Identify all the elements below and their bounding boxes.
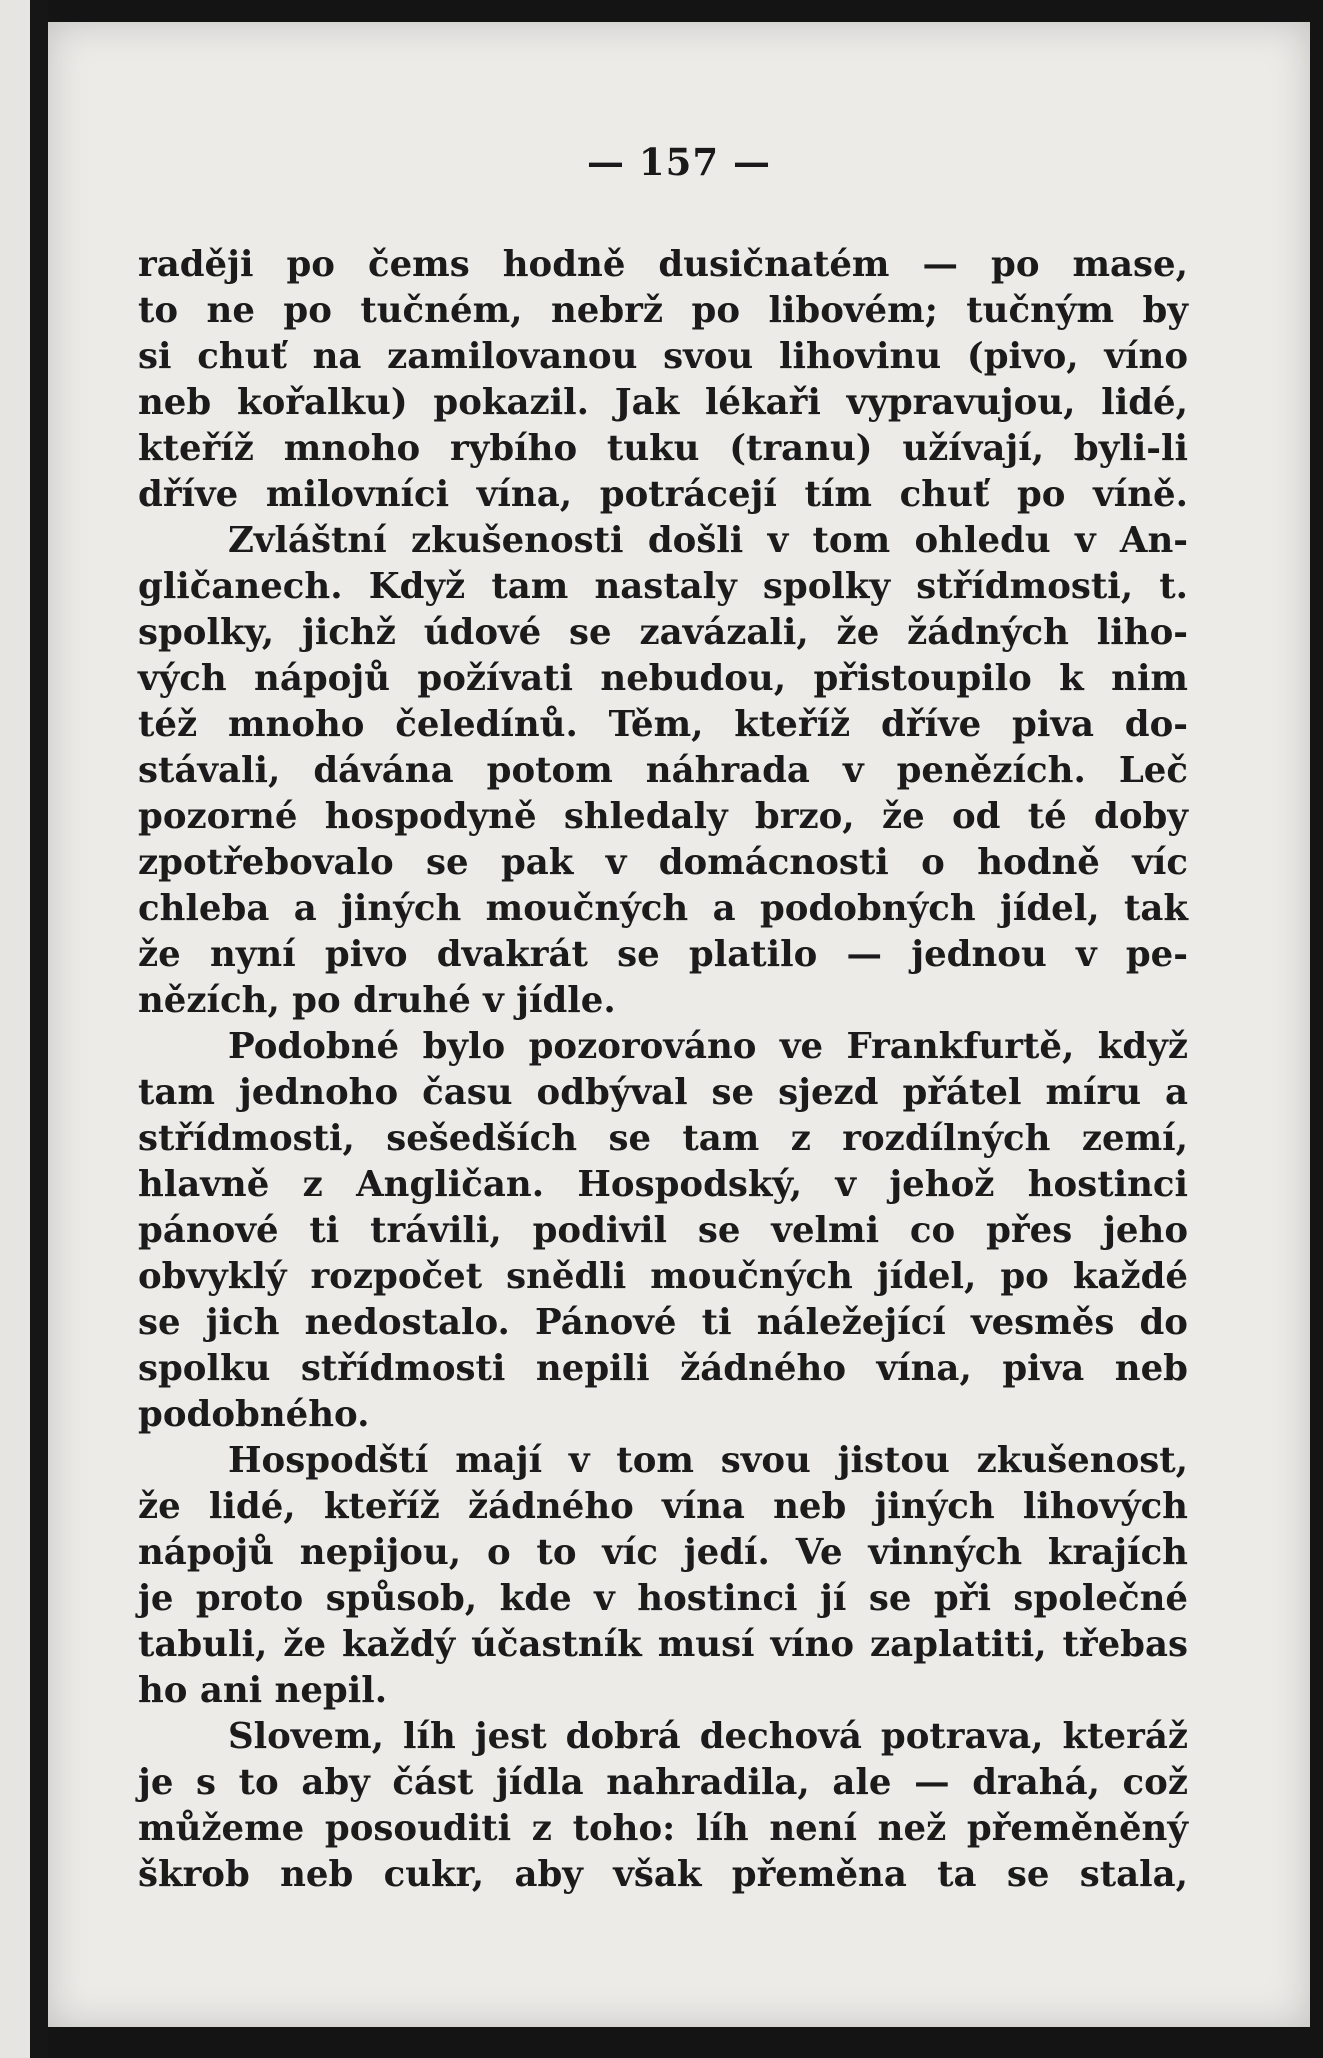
text-line: pánové ti trávili, podivil se velmi co přes jeho [138, 1210, 1188, 1251]
text-line: spolku střídmosti nepili žádného vína, piva neb [138, 1348, 1188, 1389]
text-line: Zvláštní zkušenosti došli v tom ohledu v An- [228, 520, 1188, 561]
text-line: chleba a jiných moučných a podobných jídel, tak [138, 888, 1188, 929]
text-line: též mnoho čeledínů. Těm, kteříž dříve piva do- [138, 704, 1188, 745]
text-line: škrob neb cukr, aby však přeměna ta se stala, [138, 1854, 1188, 1895]
book-page [48, 22, 1310, 2027]
paragraph-1 [138, 242, 1188, 518]
text-line: stávali, dávána potom náhrada v penězích. Leč [138, 750, 1188, 791]
text-line: je proto spůsob, kde v hostinci jí se při společné [138, 1578, 1188, 1619]
text-line: se jich nedostalo. Pánové ti náležející vesměs do [138, 1302, 1188, 1343]
text-line: spolky, jichž údové se zavázali, že žádných liho- [138, 612, 1188, 653]
paragraph-4 [138, 1438, 1188, 1714]
text-line: Slovem, líh jest dobrá dechová potrava, kteráž [228, 1716, 1188, 1757]
text-line: tabuli, že každý účastník musí víno zaplatiti, třebas [138, 1624, 1188, 1665]
text-line: neb kořalku) pokazil. Jak lékaři vypravujou, lidé, [138, 382, 1188, 423]
text-line: hlavně z Angličan. Hospodský, v jehož hostinci [138, 1164, 1188, 1205]
text-line: pozorné hospodyně shledaly brzo, že od té doby [138, 796, 1188, 837]
text-line: nápojů nepijou, o to víc jedí. Ve vinných krajích [138, 1532, 1188, 1573]
text-line: nězích, po druhé v jídle. [138, 980, 616, 1021]
text-line: ho ani nepil. [138, 1670, 388, 1711]
text-line: to ne po tučném, nebrž po libovém; tučným by [138, 290, 1188, 331]
text-line: podobného. [138, 1394, 370, 1435]
text-line: je s to aby část jídla nahradila, ale — drahá, což [138, 1762, 1188, 1803]
text-line: Hospodští mají v tom svou jistou zkušenost, [228, 1440, 1188, 1481]
text-line: střídmosti, sešedších se tam z rozdílných zemí, [138, 1118, 1188, 1159]
text-line: zpotřebovalo se pak v domácnosti o hodně víc [138, 842, 1188, 883]
text-line: dříve milovníci vína, potrácejí tím chuť po víně. [138, 474, 1188, 515]
page-gutter [30, 0, 48, 2058]
text-line: gličanech. Když tam nastaly spolky střídmosti, t. [138, 566, 1188, 607]
paragraph-5 [138, 1714, 1188, 1898]
paragraph-3 [138, 1024, 1188, 1438]
body-text [138, 242, 1188, 1898]
page-number: — 157 — [587, 140, 771, 184]
text-line: si chuť na zamilovanou svou lihovinu (pivo, víno [138, 336, 1188, 377]
previous-page-edge [0, 0, 30, 2058]
text-line: obvyklý rozpočet snědli moučných jídel, po každé [138, 1256, 1188, 1297]
text-line: tam jednoho času odbýval se sjezd přátel míru a [138, 1072, 1188, 1113]
text-line: že nyní pivo dvakrát se platilo — jednou v pe- [138, 934, 1188, 975]
text-line: vých nápojů požívati nebudou, přistoupilo k nim [138, 658, 1188, 699]
text-line: kteříž mnoho rybího tuku (tranu) užívají, byli-li [138, 428, 1188, 469]
text-line: Podobné bylo pozorováno ve Frankfurtě, když [228, 1026, 1188, 1067]
text-line: můžeme posouditi z toho: líh není než přeměněný [138, 1808, 1188, 1849]
paragraph-2 [138, 518, 1188, 1024]
text-line: že lidé, kteříž žádného vína neb jiných lihových [138, 1486, 1188, 1527]
text-line: raději po čems hodně dusičnatém — po mase, [138, 244, 1188, 285]
